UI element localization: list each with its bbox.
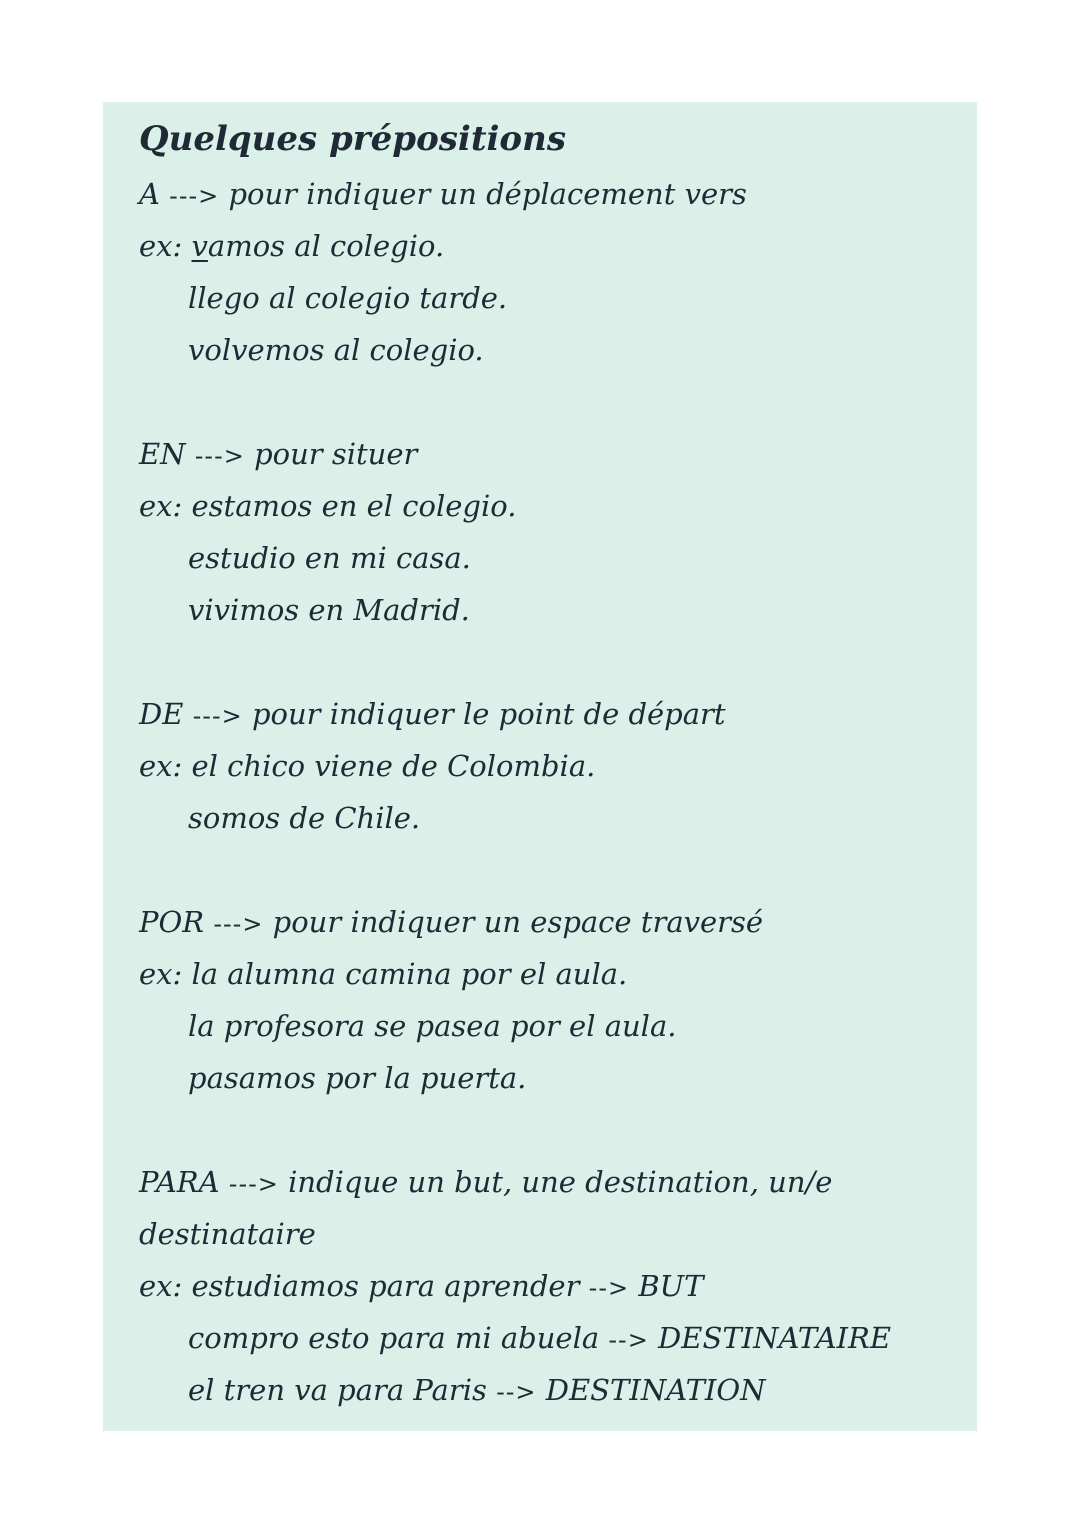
spacer (139, 376, 947, 428)
arrow: ---> (213, 910, 264, 938)
example-label: ex: (139, 957, 183, 991)
example-label: ex: (139, 489, 183, 523)
arrow: ---> (192, 702, 243, 730)
spacer (139, 844, 947, 896)
example-text: amos al colegio. (207, 229, 445, 263)
example-label: ex: (139, 229, 183, 263)
example-line: somos de Chile. (188, 801, 421, 835)
example-line: volvemos al colegio. (188, 333, 484, 367)
preposition-keyword: POR (139, 905, 205, 939)
rule-description: indique un but, une destination, un/e (288, 1165, 833, 1199)
example-line: pasamos por la puerta. (188, 1061, 527, 1095)
example-text: el tren va para Paris (188, 1373, 487, 1407)
example-label: ex: (139, 1269, 183, 1303)
example-label: ex: (139, 749, 183, 783)
example-line (139, 1260, 947, 1312)
arrow: ---> (228, 1170, 279, 1198)
section-para (139, 1156, 947, 1416)
underlined-letter: v (191, 229, 208, 263)
example-tag: DESTINATION (545, 1373, 766, 1407)
preposition-keyword: A (139, 177, 160, 211)
rule-line (139, 168, 947, 220)
spacer (139, 636, 947, 688)
arrow: --> (496, 1378, 537, 1406)
example-text: estamos en el colegio. (191, 489, 517, 523)
rule-description: pour indiquer un espace traversé (272, 905, 764, 939)
rule-line (139, 1156, 947, 1208)
rule-line (139, 896, 947, 948)
rule-line (139, 428, 947, 480)
example-tag: DESTINATAIRE (658, 1321, 892, 1355)
example-line (139, 948, 947, 1000)
example-line: la profesora se pasea por el aula. (188, 1009, 677, 1043)
arrow: ---> (169, 182, 220, 210)
example-line: estudio en mi casa. (188, 541, 471, 575)
rule-line (139, 688, 947, 740)
section-en (139, 428, 947, 636)
notes-card (103, 102, 977, 1431)
arrow: ---> (194, 442, 245, 470)
notes-content (139, 110, 947, 1416)
arrow: --> (608, 1326, 649, 1354)
example-tag: BUT (638, 1269, 704, 1303)
example-line (139, 220, 947, 272)
example-line: llego al colegio tarde. (188, 281, 508, 315)
example-line (139, 1312, 947, 1364)
example-line (139, 1364, 947, 1416)
example-line (139, 480, 947, 532)
rule-description-continued: destinataire (139, 1217, 316, 1251)
example-text: el chico viene de Colombia. (191, 749, 596, 783)
example-line: vivimos en Madrid. (188, 593, 470, 627)
example-text: compro esto para mi abuela (188, 1321, 600, 1355)
rule-description: pour situer (254, 437, 418, 471)
preposition-keyword: DE (139, 697, 184, 731)
page-title: Quelques prépositions (139, 119, 566, 159)
section-por (139, 896, 947, 1104)
arrow: --> (588, 1274, 630, 1302)
example-line (139, 740, 947, 792)
preposition-keyword: PARA (139, 1165, 220, 1199)
preposition-keyword: EN (139, 437, 186, 471)
rule-description: pour indiquer le point de départ (251, 697, 726, 731)
example-text: la alumna camina por el aula. (191, 957, 628, 991)
rule-description: pour indiquer un déplacement vers (228, 177, 747, 211)
section-a (139, 168, 947, 376)
section-de (139, 688, 947, 844)
example-text: estudiamos para aprender (191, 1269, 580, 1303)
spacer (139, 1104, 947, 1156)
